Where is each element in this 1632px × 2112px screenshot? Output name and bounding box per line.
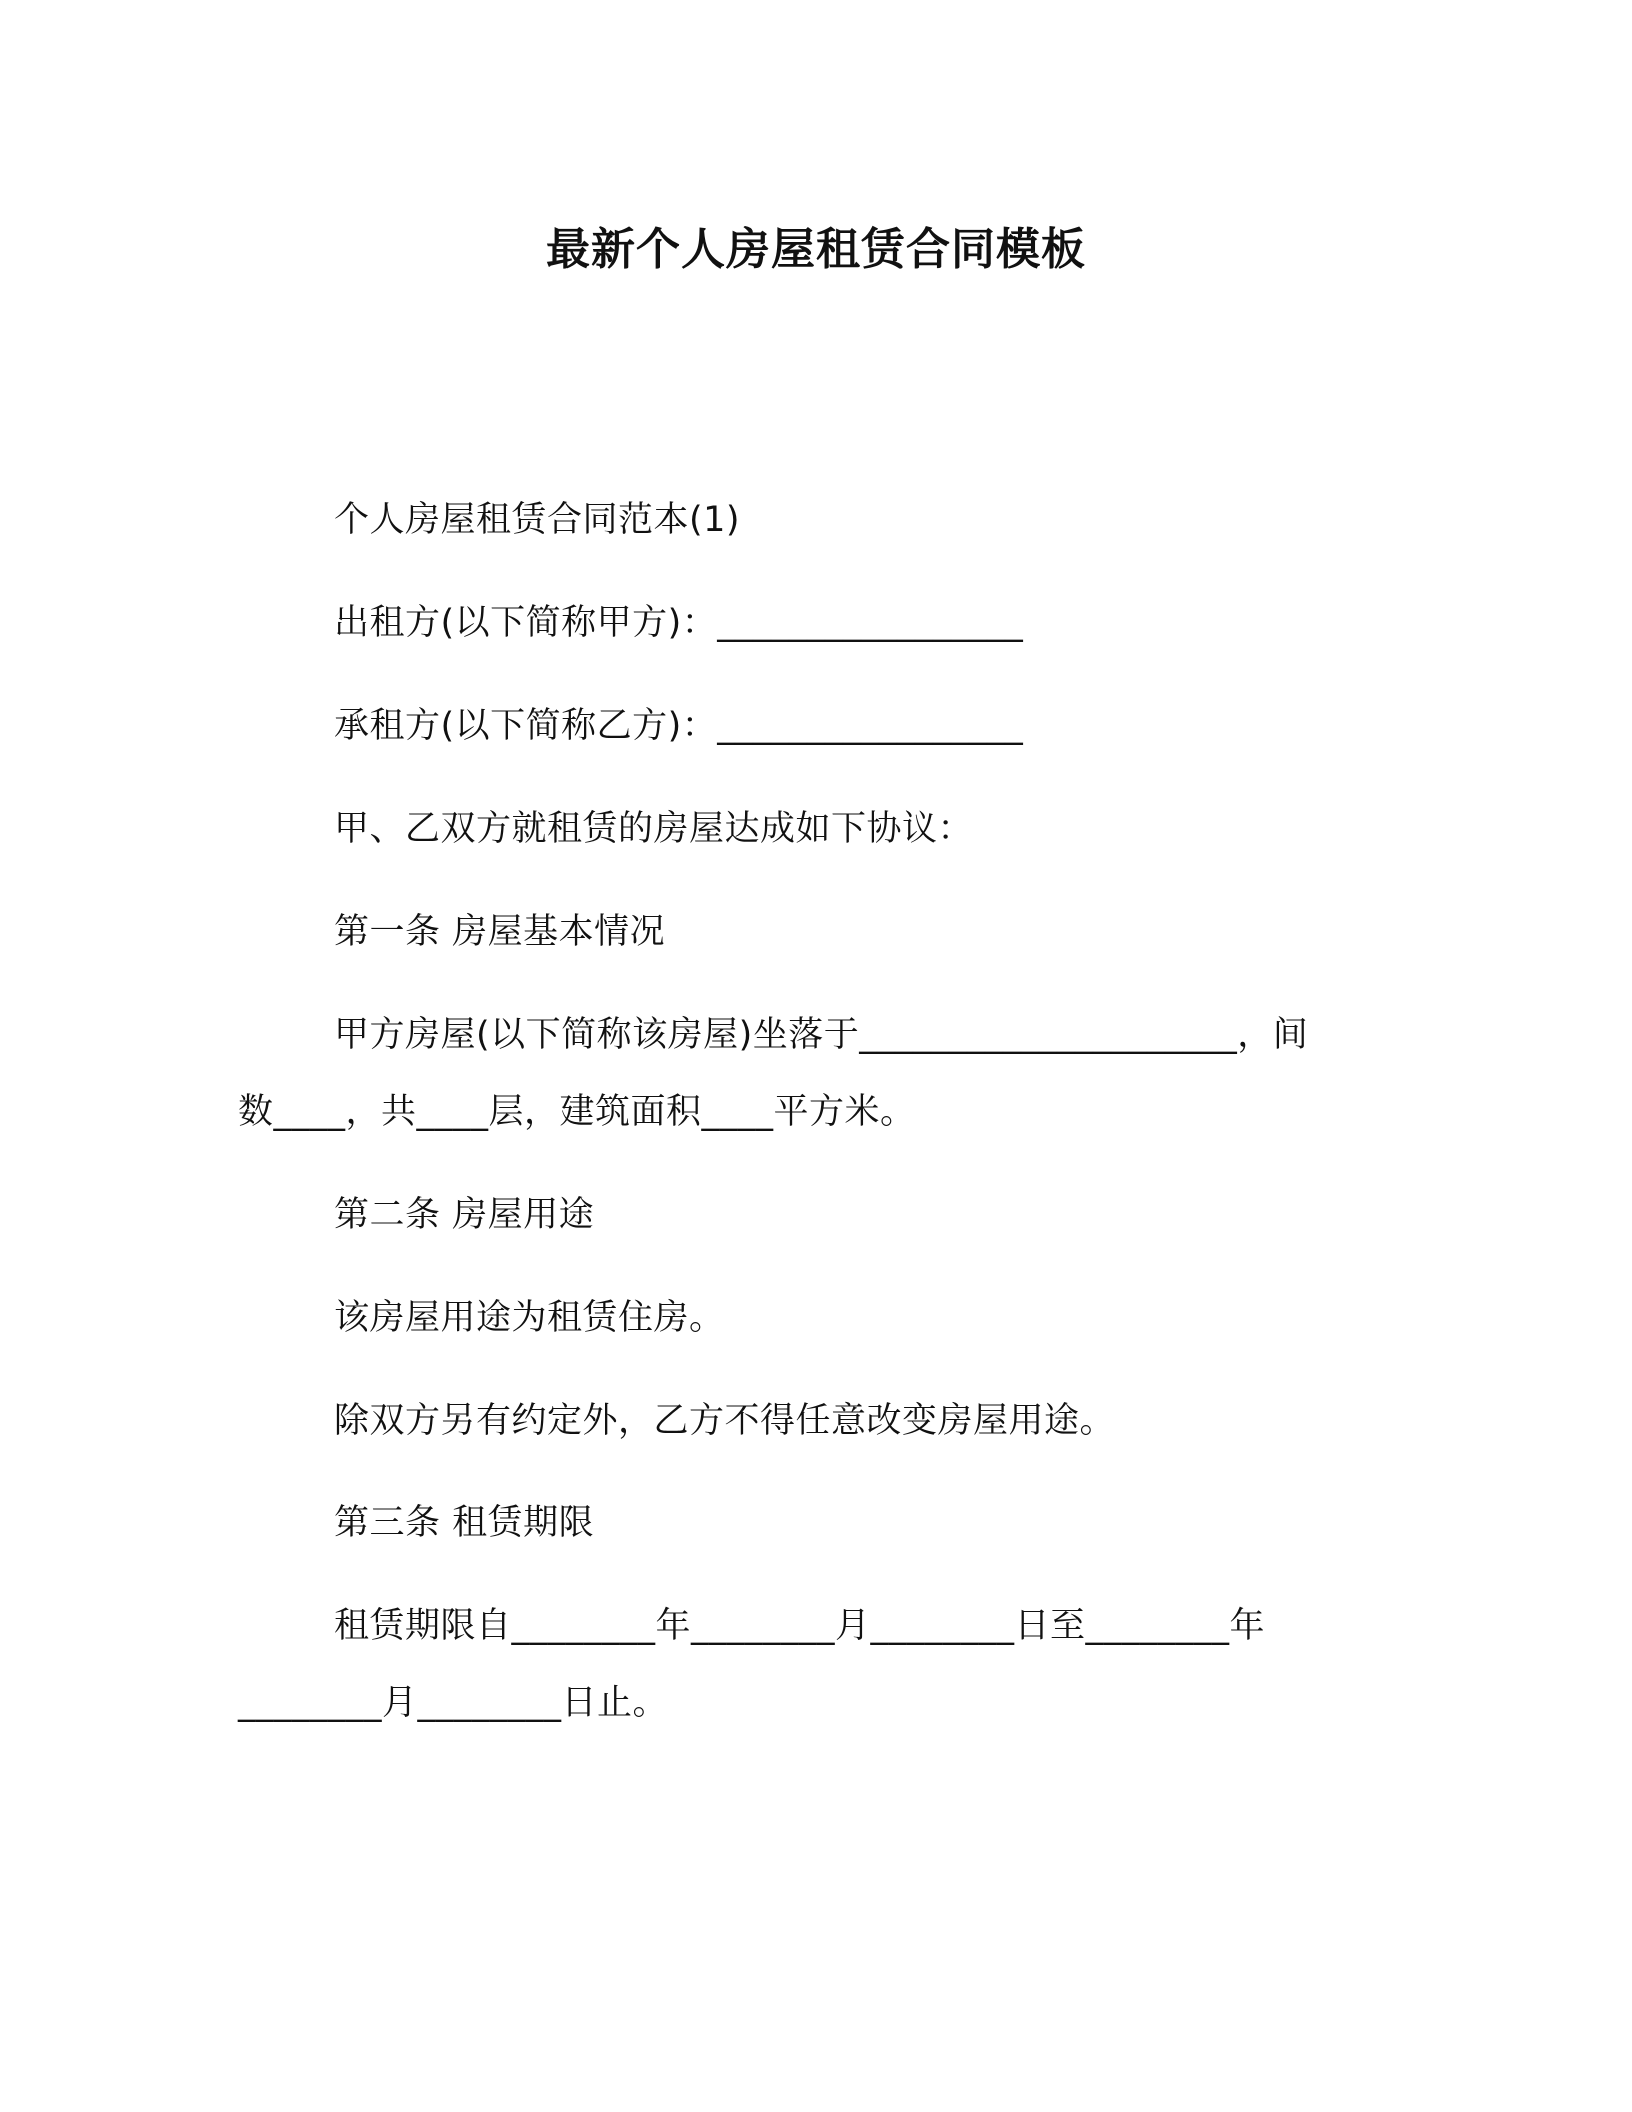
article-1-text-line-1: 甲方房屋(以下简称该房屋)坐落于_____________________，间 xyxy=(334,1015,1309,1055)
article-2-text-2: 除双方另有约定外，乙方不得任意改变房屋用途。 xyxy=(334,1401,1116,1441)
article-1-heading: 第一条 房屋基本情况 xyxy=(334,912,666,952)
article-1-text-line-2: 数____，共____层，建筑面积____平方米。 xyxy=(238,1092,916,1132)
article-2-heading: 第二条 房屋用途 xyxy=(334,1195,595,1235)
article-2-text-1: 该房屋用途为租赁住房。 xyxy=(334,1298,725,1338)
article-3-heading: 第三条 租赁期限 xyxy=(334,1503,595,1543)
lessee-line: 承租方(以下简称乙方)：_________________ xyxy=(334,706,1024,746)
document-title: 最新个人房屋租赁合同模板 xyxy=(546,224,1086,275)
article-3-text-line-2: ________月________日止。 xyxy=(238,1683,669,1723)
article-3-text-line-1: 租赁期限自________年________月________日至________年 xyxy=(334,1606,1266,1646)
lessor-line: 出租方(以下简称甲方)：_________________ xyxy=(334,603,1024,643)
contract-subtitle: 个人房屋租赁合同范本(1) xyxy=(334,500,741,540)
agreement-intro: 甲、乙双方就租赁的房屋达成如下协议： xyxy=(334,809,974,849)
